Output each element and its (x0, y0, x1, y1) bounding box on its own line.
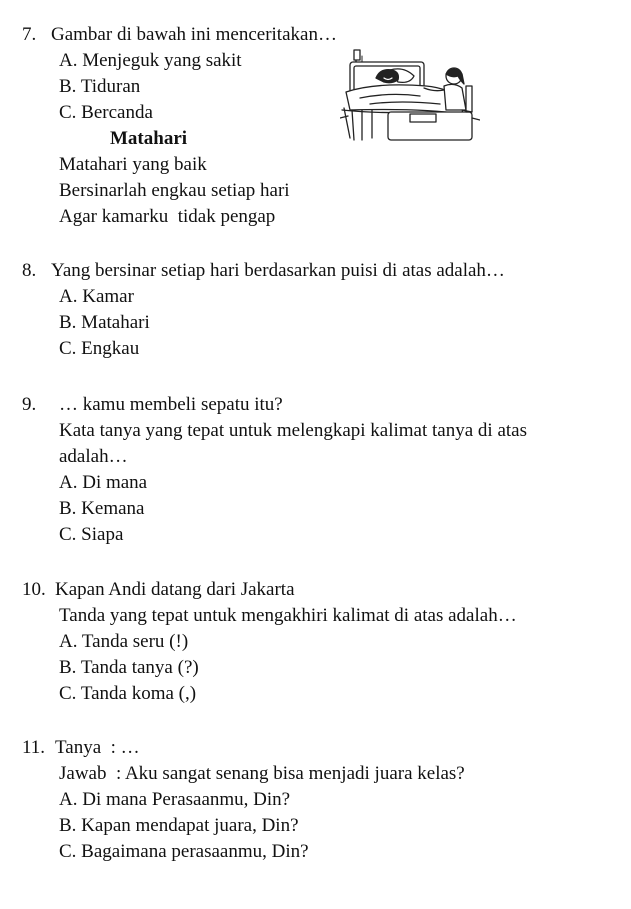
option-c[interactable]: C. Engkau (59, 338, 140, 359)
question-text: Gambar di bawah ini menceritakan… (51, 24, 337, 45)
poem-line: Bersinarlah engkau setiap hari (59, 180, 290, 201)
poem-title: Matahari (110, 128, 188, 149)
poem-line: Agar kamarku tidak pengap (59, 206, 276, 227)
option-b[interactable]: B. Matahari (59, 312, 150, 333)
question-number: 8. (22, 260, 37, 281)
instruction-line: Kata tanya yang tepat untuk melengkapi kalimat tanya di atas (59, 420, 527, 441)
question-number: 7. (22, 24, 37, 45)
option-a[interactable]: A. Di mana Perasaanmu, Din? (59, 789, 291, 810)
question-text: … kamu membeli sepatu itu? (59, 394, 283, 415)
instruction-line: adalah… (59, 446, 128, 467)
question-text: Kapan Andi datang dari Jakarta (55, 579, 295, 600)
poem-line: Matahari yang baik (59, 154, 207, 175)
option-b[interactable]: B. Kemana (59, 498, 145, 519)
instruction-line: Jawab : Aku sangat senang bisa menjadi juara kelas? (59, 763, 465, 784)
option-b[interactable]: B. Tiduran (59, 76, 141, 97)
question-number: 10. (22, 579, 46, 600)
hospital-bed-illustration (340, 48, 480, 144)
option-c[interactable]: C. Tanda koma (,) (59, 683, 197, 704)
question-number: 9. (22, 394, 37, 415)
option-a[interactable]: A. Tanda seru (!) (59, 631, 189, 652)
option-c[interactable]: C. Bercanda (59, 102, 153, 123)
option-a[interactable]: A. Di mana (59, 472, 148, 493)
option-b[interactable]: B. Tanda tanya (?) (59, 657, 199, 678)
question-text: Yang bersinar setiap hari berdasarkan puisi di atas adalah… (51, 260, 505, 281)
question-number: 11. (22, 737, 46, 758)
question-text: Tanya : … (55, 737, 140, 758)
option-c[interactable]: C. Bagaimana perasaanmu, Din? (59, 841, 309, 862)
instruction-line: Tanda yang tepat untuk mengakhiri kalimat di atas adalah… (59, 605, 517, 626)
option-b[interactable]: B. Kapan mendapat juara, Din? (59, 815, 299, 836)
option-a[interactable]: A. Menjeguk yang sakit (59, 50, 242, 71)
option-c[interactable]: C. Siapa (59, 524, 124, 545)
option-a[interactable]: A. Kamar (59, 286, 134, 307)
